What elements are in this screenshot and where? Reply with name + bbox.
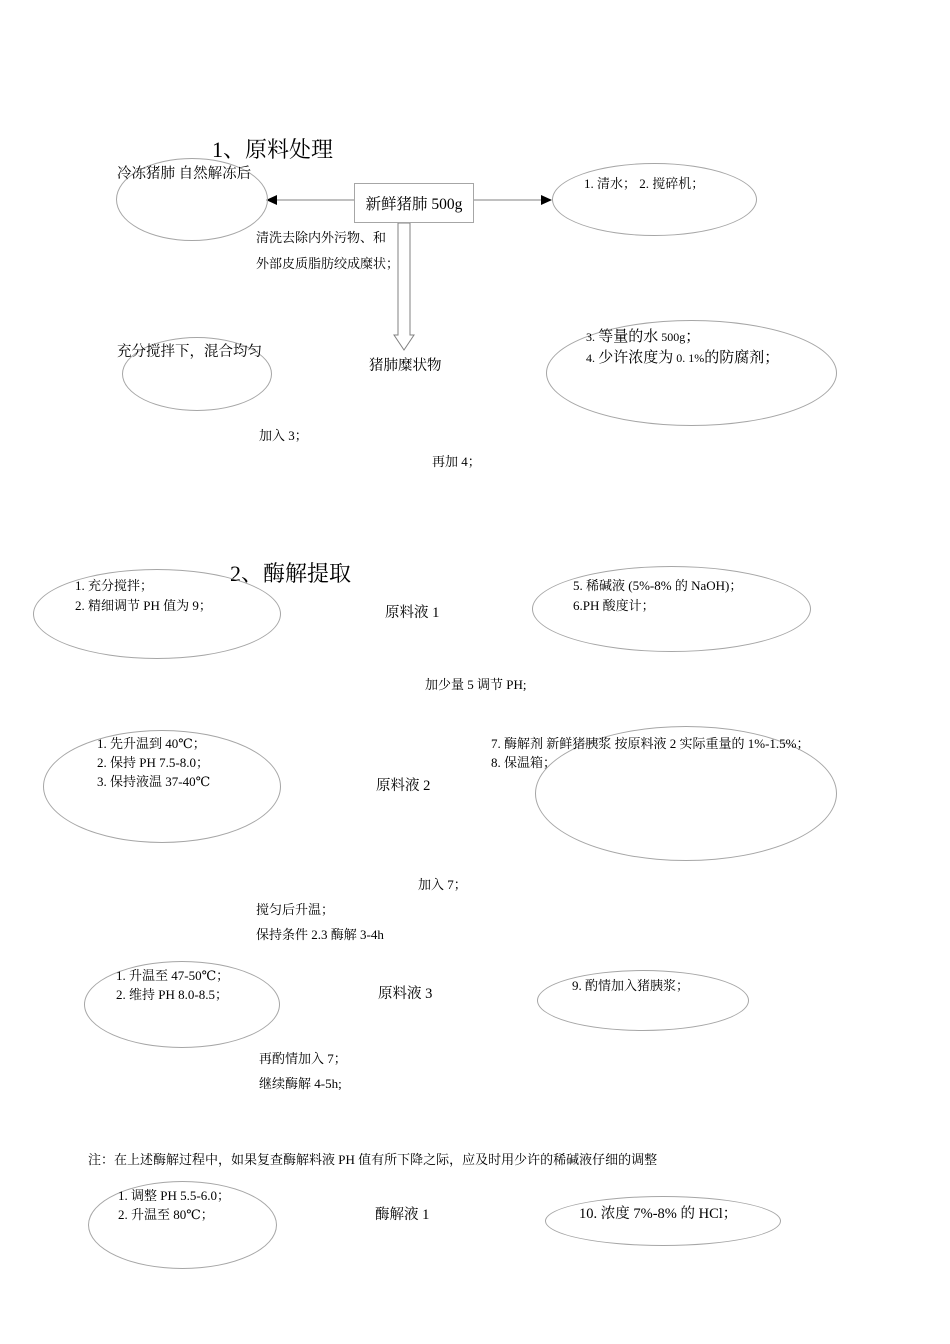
step-adjust-ph: 加少量 5 调节 PH;: [425, 677, 527, 692]
liquid-3-label: 原料液 3: [378, 986, 433, 1002]
additive-num-4: 4.: [586, 351, 595, 365]
additive-text-4b: 的防腐剂；: [704, 349, 780, 366]
oval-alkali-line-2: 6.PH 酸度计；: [573, 598, 655, 613]
oval-stir-ph-line-1: 1. 充分搅拌；: [75, 578, 154, 593]
additive-mid-4: 0. 1%: [673, 351, 705, 365]
oval-heat-40-line-1: 1. 先升温到 40℃；: [97, 736, 206, 751]
step-add-4: 再加 4；: [432, 454, 481, 469]
additive-text-3b: ；: [685, 328, 701, 345]
arrowhead-right: [541, 195, 552, 205]
oval-enzyme-line-2: 8. 保温箱；: [491, 755, 557, 770]
oval-heat-47-line-1: 1. 升温至 47-50℃；: [116, 968, 230, 983]
step-add-3: 加入 3；: [259, 428, 308, 443]
additive-text-4a: 少许浓度为: [598, 349, 674, 366]
oval-adjust-final-line-2: 2. 升温至 80℃；: [118, 1207, 214, 1222]
liquid-2-label: 原料液 2: [376, 778, 431, 794]
oval-thawing-text: 冷冻猪肺 自然解冻后: [117, 166, 252, 182]
block-arrow-down: [394, 223, 414, 350]
wash-line-2: 外部皮质脂肪绞成糜状；: [256, 256, 400, 271]
oval-heat-40-line-3: 3. 保持液温 37-40℃: [97, 774, 211, 789]
section-heading-enzymolysis: 2、酶解提取: [230, 561, 352, 586]
oval-heat-47-line-2: 2. 维持 PH 8.0-8.5；: [116, 987, 228, 1002]
additive-line-3: [586, 327, 700, 347]
additive-mid-3: 500g: [658, 330, 686, 344]
step-stir-heat: 搅匀后升温；: [256, 902, 335, 917]
oval-enzyme-line-1: 7. 酶解剂 新鲜猪胰浆 按原料液 2 实际重量的 1%-1.5%；: [491, 736, 810, 751]
step-add-7: 加入 7；: [418, 877, 467, 892]
product-label: 猪肺糜状物: [369, 358, 442, 374]
oval-mixing-text: 充分搅拌下，混合均匀: [117, 344, 262, 360]
oval-pancreas-text: 9. 酌情加入猪胰浆；: [572, 978, 690, 993]
oval-tools-text: 1. 清水； 2. 搅碎机；: [584, 176, 705, 191]
additive-text-3a: 等量的水: [598, 328, 659, 345]
note-text: 注：在上述酶解过程中，如果复查酶解料液 PH 值有所下降之际，应及时用少许的稀碱液仔细的调整: [88, 1152, 658, 1167]
oval-hcl-text: 10. 浓度 7%-8% 的 HCl；: [579, 1206, 738, 1222]
section-heading-raw-material: 1、原料处理: [212, 137, 334, 162]
oval-adjust-final-line-1: 1. 调整 PH 5.5-6.0；: [118, 1188, 230, 1203]
oval-stir-ph-line-2: 2. 精细调节 PH 值为 9；: [75, 598, 212, 613]
additive-num-3: 3.: [586, 330, 595, 344]
step-continue: 继续酶解 4-5h;: [259, 1076, 342, 1091]
enzymolysis-liquid-label: 酶解液 1: [375, 1207, 430, 1223]
additive-line-4: [586, 348, 779, 368]
source-box: 新鲜猪肺 500g: [354, 183, 474, 223]
liquid-1-label: 原料液 1: [385, 605, 440, 621]
step-readd-7: 再酌情加入 7；: [259, 1051, 347, 1066]
step-maintain: 保持条件 2.3 酶解 3-4h: [256, 927, 384, 942]
wash-line-1: 清洗去除内外污物、和: [256, 230, 387, 245]
oval-alkali-line-1: 5. 稀碱液 (5%-8% 的 NaOH)；: [573, 578, 743, 593]
oval-heat-40-line-2: 2. 保持 PH 7.5-8.0；: [97, 755, 209, 770]
